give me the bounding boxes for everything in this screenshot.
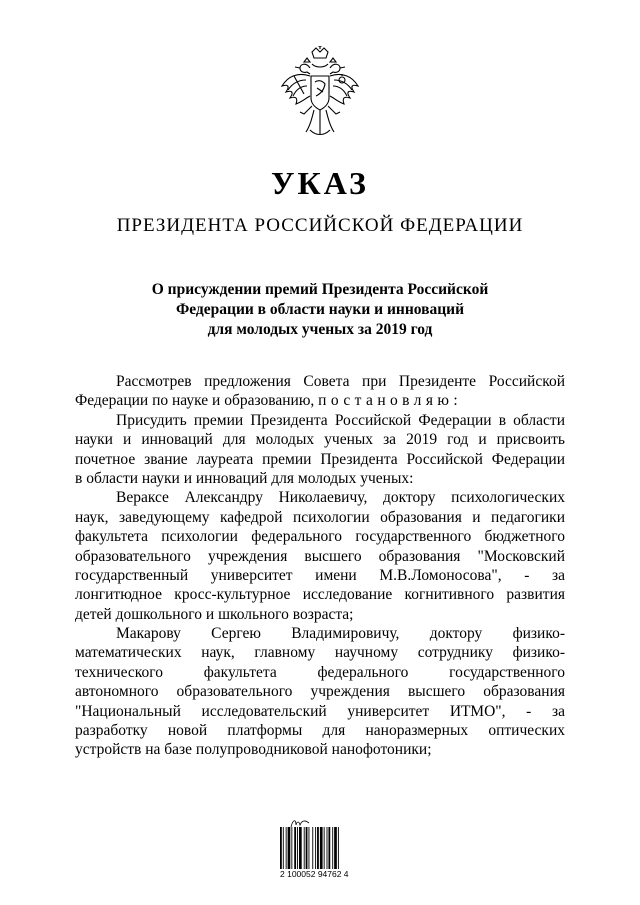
paragraph-line: Вераксе Александру Николаевичу, доктору психологических: [116, 489, 565, 507]
paragraph-line: почетное звание лауреата премии Президента Российской Федерации: [75, 450, 565, 468]
paragraph-line: в области науки и инноваций для молодых ученых:: [75, 469, 414, 487]
barcode-number: 2 100052 94762 4: [280, 869, 349, 879]
paragraph-line: Рассмотрев предложения Совета при Президенте Российской: [116, 373, 565, 390]
barcode-block: [280, 817, 370, 887]
document-title: УКАЗ: [271, 165, 369, 201]
paragraph-line: науки и инноваций для молодых ученых за 2019 год и присвоить: [75, 431, 565, 449]
paragraph-line: разработку новой платформы для наноразмерных оптических: [75, 722, 565, 740]
paragraph-line: факультета психологии федерального государственного бюджетного: [75, 528, 565, 546]
paragraph-line: детей дошкольного и школьного возраста;: [75, 605, 354, 623]
paragraph-line: математических наук, главному научному сотруднику физико-: [75, 644, 565, 662]
barcode-icon: [280, 827, 360, 869]
paragraph-line: устройств на базе полупроводниковой нанофотоники;: [75, 741, 432, 759]
preamble-line-text: Федерации по науке и образованию,: [75, 392, 315, 410]
paragraph-line: технического факультета федерального государственного: [75, 663, 565, 681]
paragraph-line: образовательного учреждения высшего образования "Московский: [75, 547, 565, 565]
postanovlyayu-word: постановляю:: [318, 392, 463, 410]
paragraph-line: "Национальный исследовательский университет ИТМО", - за: [75, 702, 565, 720]
heading-line: Федерации в области науки и инноваций: [175, 301, 465, 318]
laureate-paragraph: [75, 488, 565, 624]
laureate-paragraph: [75, 624, 565, 760]
preamble-paragraph: [75, 372, 565, 411]
paragraph-line: наук, заведующему кафедрой психологии образования и педагогики: [75, 508, 565, 526]
paragraph-line: [75, 391, 565, 410]
paragraph-line: Макарову Сергею Владимировичу, доктору физико-: [116, 625, 565, 643]
document-subtitle: ПРЕЗИДЕНТА РОССИЙСКОЙ ФЕДЕРАЦИИ: [116, 215, 524, 236]
decree-heading: [60, 280, 580, 340]
heading-line: для молодых ученых за 2019 год: [207, 321, 433, 338]
decree-body: [75, 372, 565, 760]
award-paragraph: [75, 411, 565, 489]
paragraph-line: государственный университет имени М.В.Ломоносова", - за: [75, 566, 565, 584]
paragraph-line: автономного образовательного учреждения высшего образования: [75, 683, 565, 701]
heading-line: О присуждении премий Президента Российской: [151, 281, 489, 298]
russian-coat-of-arms-icon: [276, 46, 364, 146]
paragraph-line: лонгитюдное кросс-культурное исследование когнитивного развития: [75, 586, 565, 604]
paragraph-line: Присудить премии Президента Российской Федерации в области: [116, 411, 565, 429]
